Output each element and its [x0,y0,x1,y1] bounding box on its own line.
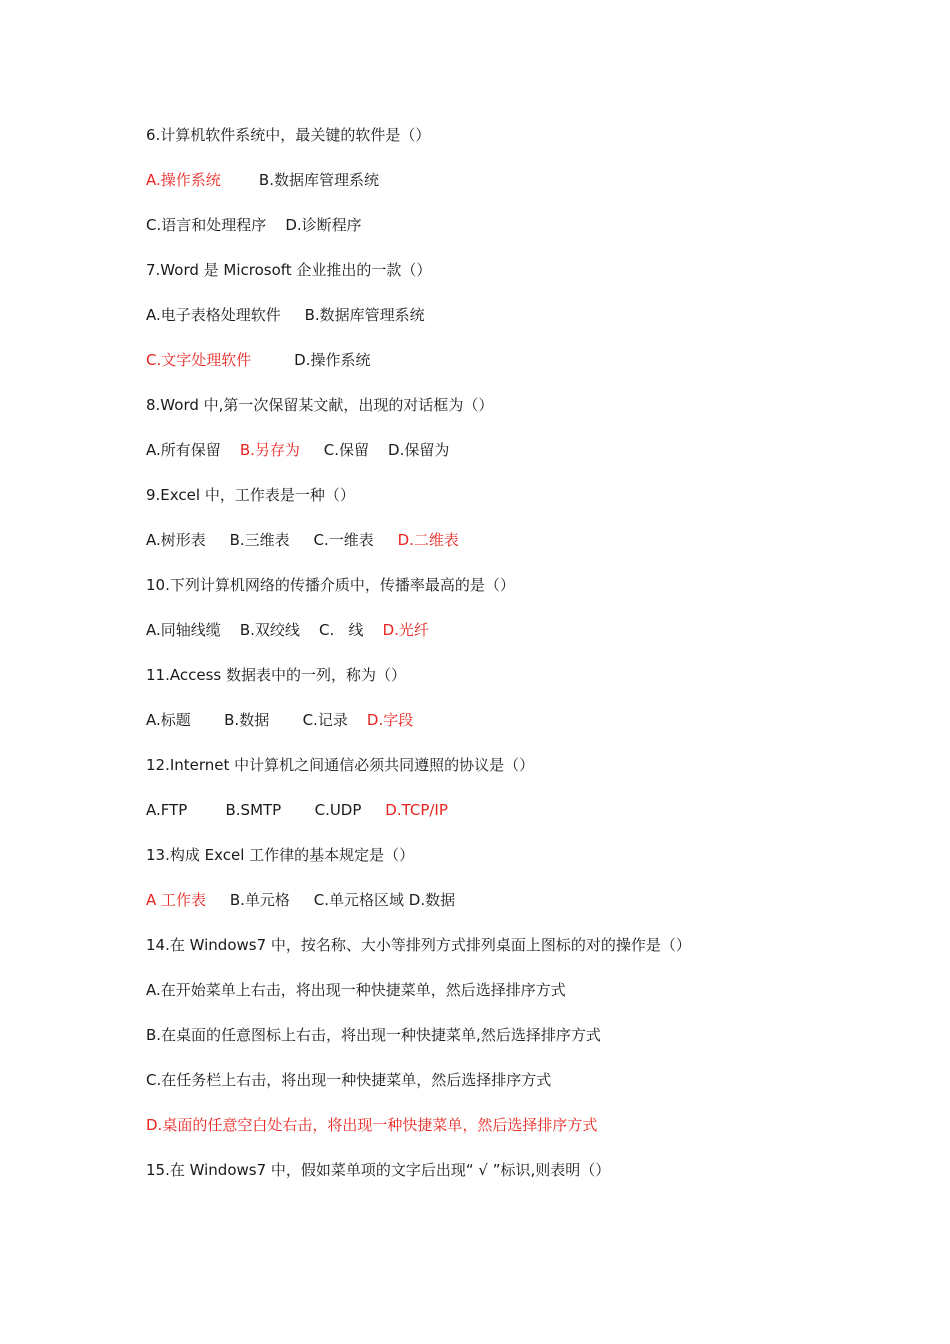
line-text: C.语言和处理程序 D.诊断程序 [146,216,362,234]
line-text: B.单元格 C.单元格区域 D.数据 [206,891,456,909]
text-line [146,573,515,597]
text-line [146,1023,601,1047]
text-line [146,798,448,822]
line-text: 10.下列计算机网络的传播介质中，传播率最高的是（） [146,576,515,594]
text-line [146,123,430,147]
line-text: A.电子表格处理软件 B.数据库管理系统 [146,306,425,324]
line-text: 14.在 Windows7 中，按名称、大小等排列方式排列桌面上图标的对的操作是（） [146,936,691,954]
line-text: 6.计算机软件系统中，最关键的软件是（） [146,126,431,144]
text-line [146,978,566,1002]
text-line [146,1158,610,1182]
answer-text: C.文字处理软件 [146,351,252,369]
text-line [146,1113,597,1137]
text-line [146,753,534,777]
text-line [146,933,691,957]
text-line [146,483,355,507]
text-line [146,303,425,327]
text-line [146,1068,551,1092]
line-text: 9.Excel 中，工作表是一种（） [146,486,355,504]
text-line [146,528,459,552]
text-line [146,393,493,417]
answer-text: A.操作系统 [146,171,221,189]
line-text: A.所有保留 [146,441,240,459]
answer-text: A 工作表 [146,891,207,909]
line-text: B.在桌面的任意图标上右击，将出现一种快捷菜单,然后选择排序方式 [146,1026,601,1044]
line-text: 12.Internet 中计算机之间通信必须共同遵照的协议是（） [146,756,535,774]
line-text: A.标题 B.数据 C.记录 [146,711,367,729]
line-text: 11.Access 数据表中的一列，称为（） [146,666,406,684]
text-line [146,168,379,192]
line-text: C.保留 D.保留为 [299,441,450,459]
text-line [146,888,455,912]
answer-text: D.桌面的任意空白处右击，将出现一种快捷菜单，然后选择排序方式 [146,1116,598,1134]
text-line [146,438,449,462]
text-line [146,618,429,642]
answer-text: B.另存为 [239,441,300,459]
text-line [146,213,362,237]
line-text: A.树形表 B.三维表 C.一维表 [146,531,398,549]
answer-text: D.二维表 [397,531,459,549]
answer-text: D.光纤 [382,621,429,639]
line-text: A.同轴线缆 B.双绞线 C. 线 [146,621,383,639]
answer-text: D.字段 [366,711,414,729]
line-text: A.在开始菜单上右击，将出现一种快捷菜单，然后选择排序方式 [146,981,566,999]
line-text: C.在任务栏上右击，将出现一种快捷菜单，然后选择排序方式 [146,1071,552,1089]
line-text: 7.Word 是 Microsoft 企业推出的一款（） [146,261,432,279]
text-line [146,258,431,282]
line-text: D.操作系统 [251,351,371,369]
line-text: A.FTP B.SMTP C.UDP [146,801,386,819]
answer-text: D.TCP/IP [385,801,448,819]
line-text: 8.Word 中,第一次保留某文献，出现的对话框为（） [146,396,494,414]
line-text: 13.构成 Excel 工作律的基本规定是（） [146,846,415,864]
text-line [146,843,414,867]
text-line [146,663,406,687]
line-text: 15.在 Windows7 中，假如菜单项的文字后出现“ √ ”标识,则表明（） [146,1161,611,1179]
line-text: B.数据库管理系统 [220,171,379,189]
text-line [146,708,413,732]
text-line [146,348,370,372]
